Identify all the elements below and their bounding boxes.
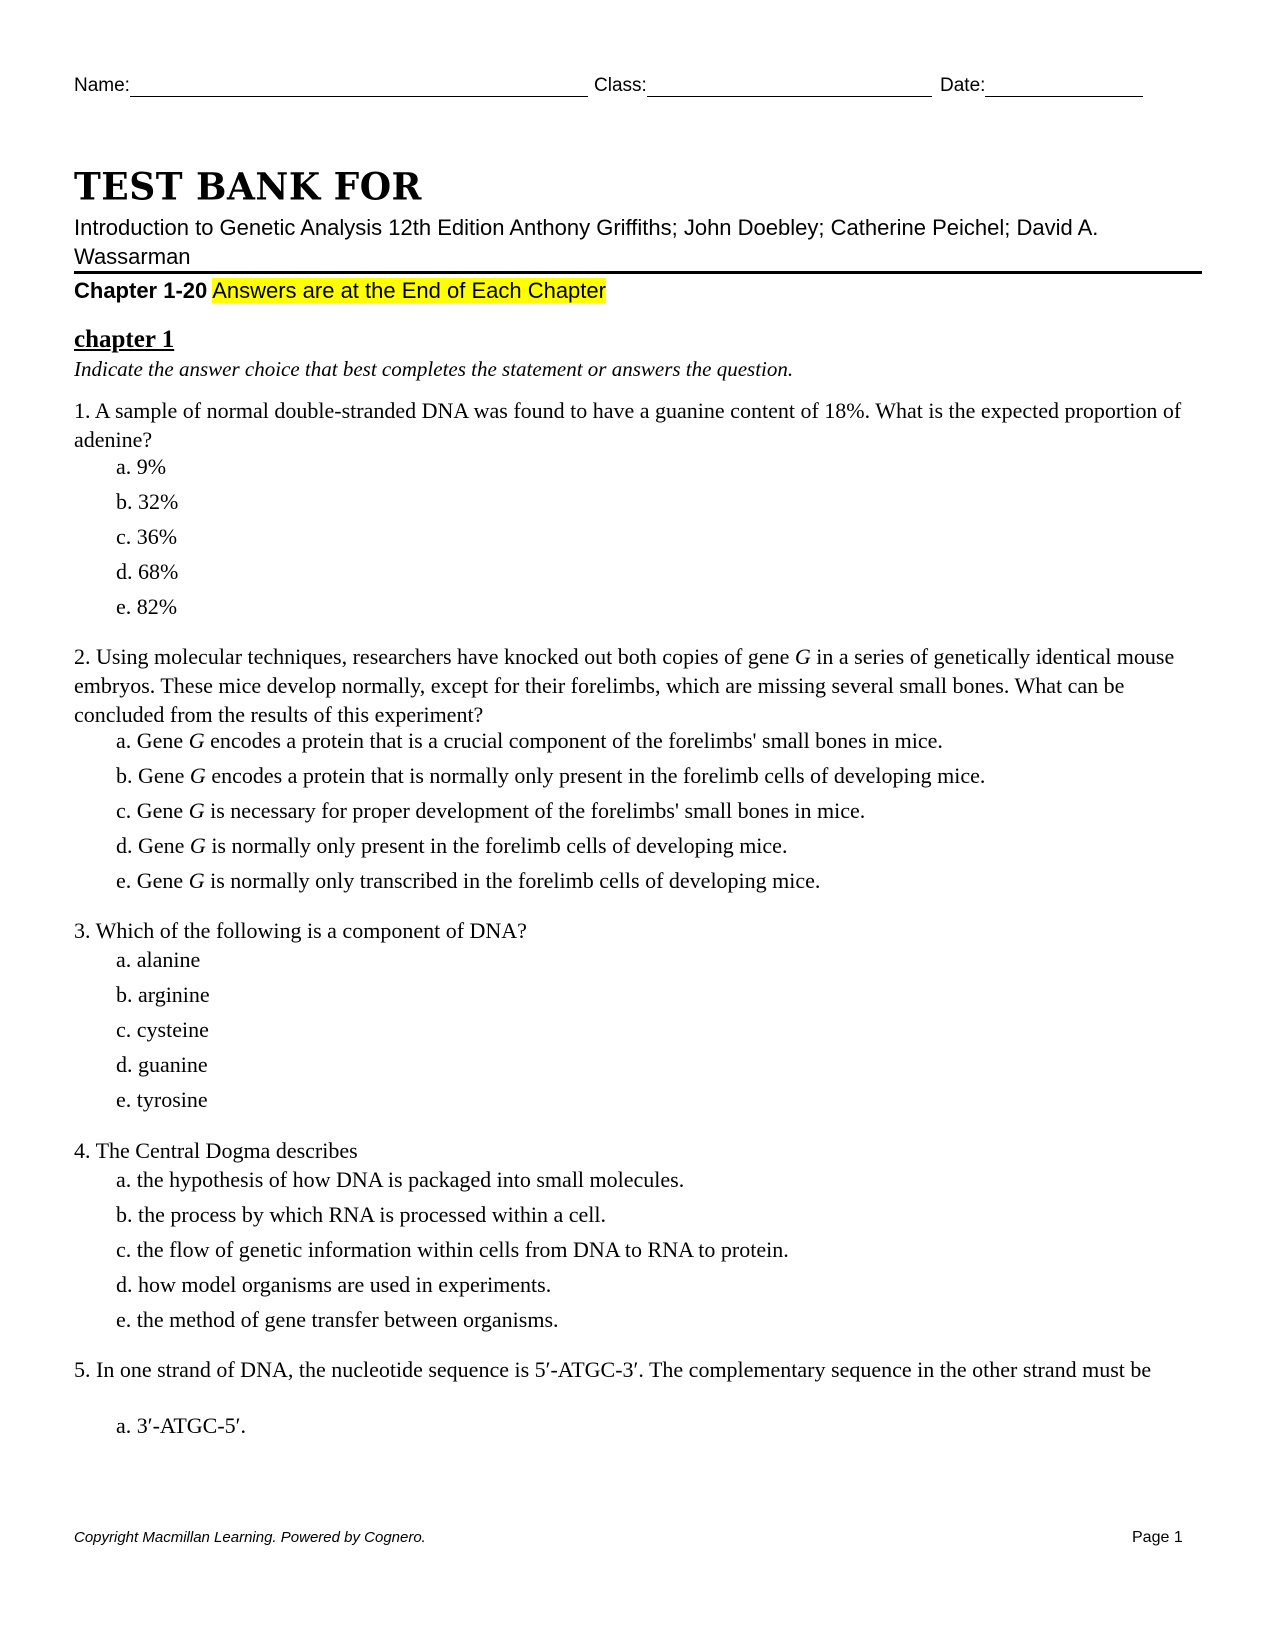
choice-1d[interactable]: d. 68% — [116, 559, 179, 584]
choice-1a[interactable]: a. 9% — [116, 454, 167, 479]
chapter-range-line — [74, 277, 606, 305]
choice-2c[interactable] — [116, 793, 985, 828]
header-fields — [74, 74, 1200, 102]
choice-3a[interactable]: a. alanine — [116, 947, 201, 972]
date-field[interactable] — [940, 74, 1143, 97]
choice-2e-post: is normally only transcribed in the forelimb cells of developing mice. — [204, 868, 821, 893]
gene-symbol: G — [189, 763, 206, 788]
choice-1e[interactable]: e. 82% — [116, 594, 178, 619]
name-field[interactable] — [74, 74, 588, 97]
name-label: Name: — [74, 75, 130, 96]
instructions: Indicate the answer choice that best completes the statement or answers the question. — [74, 357, 794, 381]
choice-2c-post: is necessary for proper development of the forelimbs' small bones in mice. — [204, 798, 866, 823]
question-1-choices — [116, 449, 178, 624]
gene-symbol: G — [188, 868, 205, 893]
class-label: Class: — [594, 75, 647, 96]
choice-1c[interactable]: c. 36% — [116, 524, 178, 549]
choice-2a-post: encodes a protein that is a crucial component of the forelimbs' small bones in mice. — [204, 728, 943, 753]
choice-3e[interactable]: e. tyrosine — [116, 1087, 208, 1112]
choice-4e[interactable]: e. the method of gene transfer between organisms. — [116, 1307, 559, 1332]
gene-symbol: G — [189, 833, 206, 858]
choice-2b-post: encodes a protein that is normally only present in the forelimb cells of developing mice. — [205, 763, 986, 788]
footer-copyright: Copyright Macmillan Learning. Powered by Cognero. — [74, 1529, 426, 1546]
gene-symbol: G — [188, 798, 205, 823]
choice-3b[interactable]: b. arginine — [116, 982, 210, 1007]
answers-note: Answers are at the End of Each Chapter — [212, 278, 606, 303]
choice-3c[interactable]: c. cysteine — [116, 1017, 209, 1042]
class-line[interactable] — [647, 74, 932, 97]
choice-2b[interactable] — [116, 758, 985, 793]
choice-1b[interactable]: b. 32% — [116, 489, 179, 514]
name-line[interactable] — [130, 74, 588, 97]
date-line[interactable] — [985, 74, 1143, 97]
question-2-text-pre: 2. Using molecular techniques, researchers have knocked out both copies of gene — [74, 644, 795, 669]
question-5: 5. In one strand of DNA, the nucleotide sequence is 5′-ATGC-3′. The complementary sequence in the other strand must be — [74, 1357, 1152, 1382]
choice-2e[interactable] — [116, 863, 985, 898]
question-2 — [74, 642, 1209, 729]
question-4: 4. The Central Dogma describes — [74, 1138, 358, 1163]
question-3: 3. Which of the following is a component of DNA? — [74, 918, 527, 943]
choice-4b[interactable]: b. the process by which RNA is processed within a cell. — [116, 1202, 607, 1227]
choice-2e-pre: e. Gene — [116, 868, 189, 893]
date-label: Date: — [940, 75, 986, 96]
choice-2a[interactable] — [116, 723, 985, 758]
choice-3d[interactable]: d. guanine — [116, 1052, 208, 1077]
question-4-choices — [116, 1162, 789, 1337]
choice-2d-post: is normally only present in the forelimb cells of developing mice. — [205, 833, 788, 858]
choice-5a[interactable]: a. 3′-ATGC-5′. — [116, 1413, 246, 1438]
question-2-choices — [116, 723, 985, 898]
chapter-heading: chapter 1 — [74, 326, 175, 353]
book-title: Introduction to Genetic Analysis 12th Edition Anthony Griffiths; John Doebley; Catherine Peichel; David A. Wassarman — [74, 215, 1099, 269]
choice-4a[interactable]: a. the hypothesis of how DNA is packaged into small molecules. — [116, 1167, 685, 1192]
gene-symbol: G — [794, 644, 811, 669]
page-number: Page 1 — [1132, 1529, 1183, 1546]
choice-2d-pre: d. Gene — [116, 833, 190, 858]
question-3-choices — [116, 942, 210, 1117]
gene-symbol: G — [188, 728, 205, 753]
choice-2b-pre: b. Gene — [116, 763, 190, 788]
choice-2c-pre: c. Gene — [116, 798, 189, 823]
class-field[interactable] — [594, 74, 932, 97]
choice-2d[interactable] — [116, 828, 985, 863]
question-1: 1. A sample of normal double-stranded DNA was found to have a guanine content of 18%. What is the expected proportion of adenine? — [74, 398, 1182, 452]
page-title: TEST BANK FOR — [74, 164, 422, 210]
chapter-range: Chapter 1-20 — [74, 278, 208, 303]
title-divider — [74, 271, 1202, 274]
choice-4c[interactable]: c. the flow of genetic information within cells from DNA to RNA to protein. — [116, 1237, 789, 1262]
question-2-text-post: in a series of genetically identical mouse embryos. These mice develop normally, except for their forelimbs, which are missing several small bones. What can be concluded from the results of this experiment? — [74, 644, 1175, 727]
choice-2a-pre: a. Gene — [116, 728, 189, 753]
question-5-choices — [116, 1408, 246, 1443]
choice-4d[interactable]: d. how model organisms are used in experiments. — [116, 1272, 552, 1297]
